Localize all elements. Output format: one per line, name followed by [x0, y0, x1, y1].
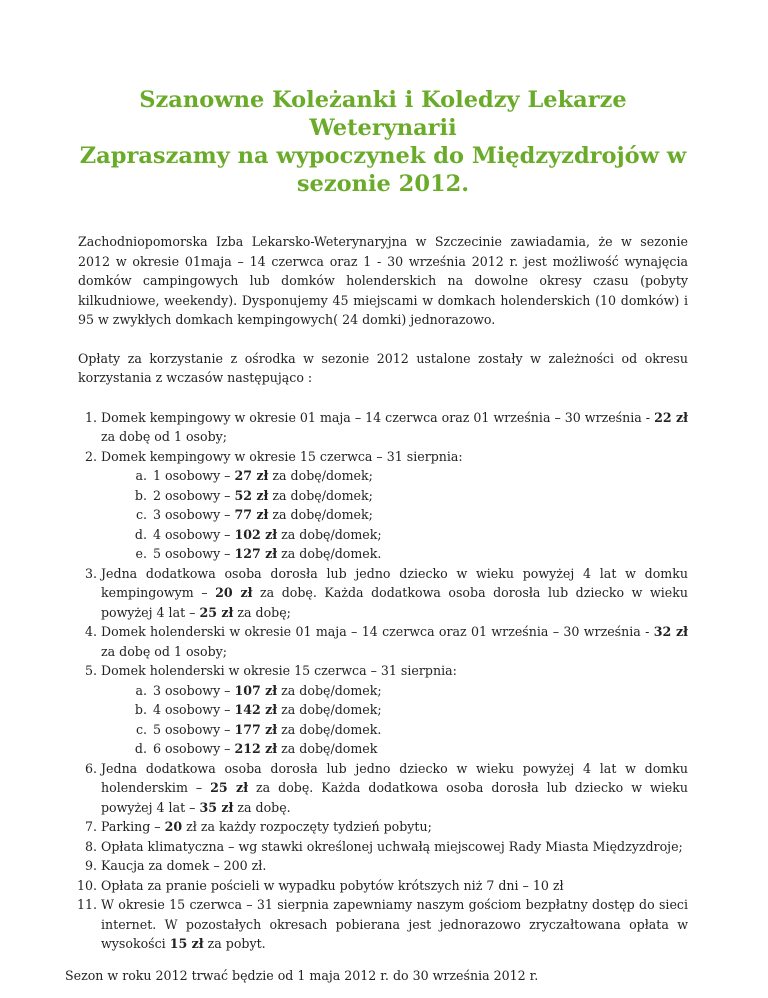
sub-price: 27 zł — [234, 468, 269, 483]
sub-text: 6 osobowy – — [153, 741, 235, 756]
sub-letter: d. — [134, 526, 147, 542]
sub-text: 5 osobowy – — [153, 721, 235, 737]
sub-text: za dobę/domek; — [277, 526, 382, 542]
sub-list-item — [101, 681, 688, 701]
title-line: sezonie 2012. — [296, 171, 470, 197]
closing-paragraph: Sezon w roku 2012 trwać będzie od 1 maja 2012 r. do 30 września 2012 r. — [65, 968, 539, 984]
item-text: za dobę. Każda dodatkowa osoba dorosła lub dziecko w wieku powyżej 4 lat – — [101, 585, 688, 620]
fees-intro-paragraph: Opłaty za korzystanie z ośrodka w sezonie 2012 ustalone zostały w zależności od okresu korzystania z wczasów następująco : — [78, 350, 688, 385]
list-number: 2. — [84, 448, 97, 464]
sub-letter: b. — [134, 487, 147, 503]
list-item — [78, 408, 688, 447]
list-number: 8. — [84, 838, 97, 854]
list-item — [78, 759, 688, 818]
item-price: 20 zł — [215, 585, 253, 600]
sub-letter: c. — [135, 507, 147, 522]
sub-text: za dobę/domek. — [277, 546, 382, 561]
sub-text: za dobę/domek. — [277, 721, 382, 737]
sub-list-item — [101, 525, 688, 545]
item-price: 32 zł — [653, 624, 688, 639]
list-number: 11. — [76, 897, 97, 912]
list-item — [78, 661, 688, 759]
title-line: Zapraszamy na wypoczynek do Międzyzdrojów w — [79, 143, 687, 169]
sub-letter: e. — [135, 546, 147, 561]
sub-list — [101, 466, 688, 564]
item-text: za pobyt. — [203, 936, 266, 951]
list-item — [78, 876, 688, 896]
sub-list-item — [101, 466, 688, 486]
intro-paragraph: Zachodniopomorska Izba Lekarsko-Weterynaryjna w Szczecinie zawiadamia, że w sezonie 2012 w okresie 01maja – 14 czerwca oraz 1 - 30 września 2012 r. jest możliwość wynajęcia domków campingowych lub domków holenderskich na dowolne okresy czasu (pobyty kilkudniowe, weekendy). Dysponujemy 45 miejscami w domkach holenderskich (10 domków) i 95 w zwykłych domkach kempingowych( 24 domki) jednorazowo. — [78, 234, 688, 327]
sub-price: 52 zł — [234, 487, 269, 503]
page-title — [78, 86, 688, 198]
list-number: 9. — [84, 858, 97, 873]
item-text: za dobę; — [233, 604, 291, 620]
item-text: Domek holenderski w okresie 01 maja – 14 czerwca oraz 01 września – 30 września - — [101, 624, 654, 639]
list-number: 3. — [84, 565, 97, 581]
sub-text: za dobę/domek; — [277, 702, 382, 717]
list-number: 6. — [84, 760, 97, 776]
item-price: 25 zł — [210, 780, 249, 795]
document-page — [65, 86, 688, 998]
list-number: 10. — [76, 877, 97, 893]
sub-text: za dobę/domek; — [268, 487, 373, 503]
item-text: Domek kempingowy w okresie 15 czerwca – 31 sierpnia: — [101, 448, 463, 464]
sub-text: 2 osobowy – — [153, 487, 235, 503]
item-text: za dobę od 1 osoby; — [101, 429, 228, 444]
sub-text: za dobę/domek; — [268, 507, 373, 522]
title-line: Szanowne Koleżanki i Koledzy Lekarze — [139, 87, 627, 113]
item-text: za dobę. — [233, 799, 291, 815]
sub-letter: c. — [135, 721, 147, 737]
list-number: 1. — [84, 409, 97, 425]
sub-text: 1 osobowy – — [153, 468, 235, 483]
sub-text: za dobę/domek; — [268, 468, 373, 483]
item-text: Domek kempingowy w okresie 01 maja – 14 czerwca oraz 01 września – 30 września - — [101, 409, 655, 425]
sub-list-item — [101, 544, 688, 564]
sub-text: 3 osobowy – — [153, 507, 235, 522]
item-price: 22 zł — [654, 409, 688, 425]
item-text: Parking – — [101, 819, 165, 834]
sub-list — [101, 681, 688, 759]
item-price: 15 zł — [169, 936, 204, 951]
item-text: Jedna dodatkowa osoba dorosła lub jedno dziecko w wieku powyżej 4 lat w domku holenderskim – — [101, 760, 688, 795]
sub-letter: a. — [135, 682, 147, 698]
title-line: Weterynarii — [309, 115, 457, 141]
sub-list-item — [101, 700, 688, 720]
sub-letter: a. — [135, 468, 147, 483]
sub-letter: b. — [134, 702, 147, 717]
list-item — [78, 817, 688, 837]
sub-price: 127 zł — [234, 546, 278, 561]
item-text: Domek holenderski w okresie 15 czerwca – 31 sierpnia: — [101, 663, 457, 678]
list-number: 5. — [84, 663, 97, 678]
sub-text: 5 osobowy – — [153, 546, 235, 561]
sub-price: 102 zł — [234, 526, 278, 542]
sub-text: 3 osobowy – — [153, 682, 235, 698]
sub-text: 4 osobowy – — [153, 702, 235, 717]
list-number: 4. — [84, 624, 97, 639]
sub-list-item — [101, 720, 688, 740]
item-text: za dobę. Każda dodatkowa osoba dorosła lub dziecko w wieku powyżej 4 lat – — [101, 780, 688, 815]
fees-list — [78, 408, 688, 954]
item-text: Kaucja za domek – 200 zł. — [101, 858, 267, 873]
item-text: W okresie 15 czerwca – 31 sierpnia zapewniamy naszym gościom bezpłatny dostęp do sieci internet. W pozostałych okresach pobierana jest jednorazowo zryczałtowana opłata w wysokości — [101, 897, 688, 951]
list-item — [78, 837, 688, 857]
sub-letter: d. — [134, 741, 147, 756]
list-item — [78, 622, 688, 661]
sub-price: 177 zł — [234, 721, 278, 737]
item-text: Jedna dodatkowa osoba dorosła lub jedno dziecko w wieku powyżej 4 lat w domku kempingowym – — [101, 565, 688, 600]
sub-price: 107 zł — [234, 682, 278, 698]
sub-price: 142 zł — [234, 702, 278, 717]
sub-price: 77 zł — [234, 507, 269, 522]
sub-text: za dobę/domek; — [277, 682, 382, 698]
list-item — [78, 447, 688, 564]
item-price: 20 — [164, 819, 183, 834]
item-text: Opłata klimatyczna – wg stawki określonej uchwałą miejscowej Rady Miasta Międzyzdroje; — [101, 838, 683, 854]
sub-text: 4 osobowy – — [153, 526, 235, 542]
sub-list-item — [101, 505, 688, 525]
list-item — [78, 856, 688, 876]
list-item — [78, 895, 688, 954]
sub-text: za dobę/domek — [277, 741, 378, 756]
item-price: 25 zł — [199, 604, 234, 620]
item-text: za dobę od 1 osoby; — [101, 643, 228, 659]
list-item — [78, 564, 688, 623]
sub-list-item — [101, 739, 688, 759]
item-price: 35 zł — [199, 799, 234, 815]
sub-price: 212 zł — [234, 741, 278, 756]
list-number: 7. — [84, 819, 97, 834]
item-text: zł za każdy rozpoczęty tydzień pobytu; — [182, 819, 432, 834]
sub-list-item — [101, 486, 688, 506]
item-text: Opłata za pranie pościeli w wypadku pobytów krótszych niż 7 dni – 10 zł — [101, 877, 564, 893]
